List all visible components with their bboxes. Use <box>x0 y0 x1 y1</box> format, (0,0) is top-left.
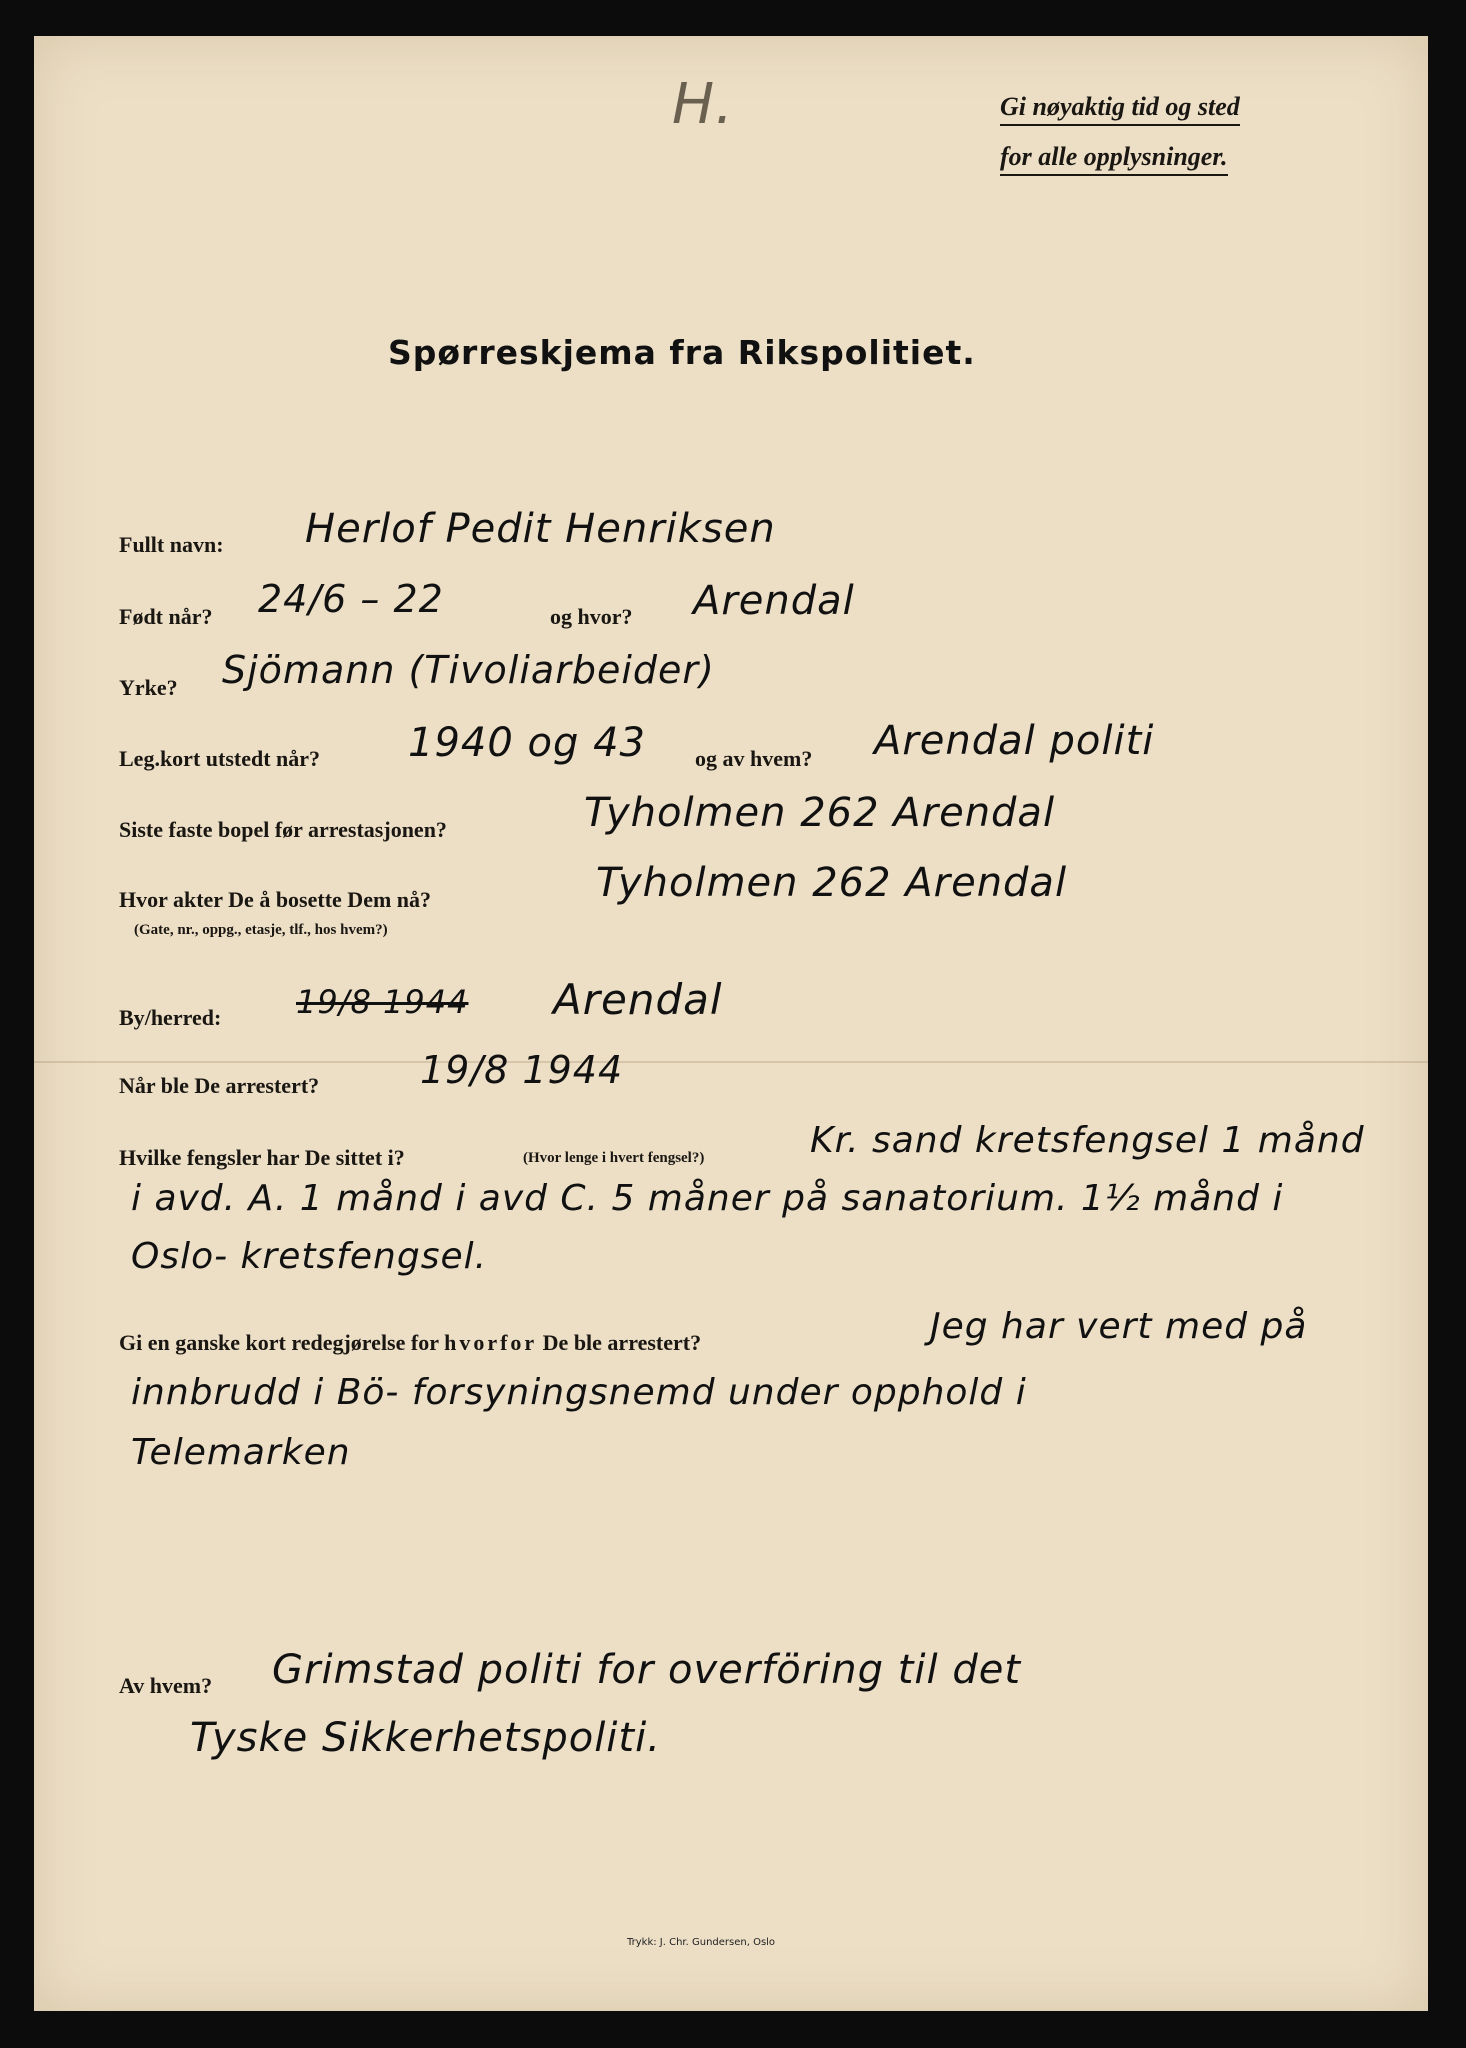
arrested-when-label: Når ble De arrestert? <box>119 1073 320 1098</box>
by-whom-line2: Tyske Sikkerhetspoliti. <box>190 1715 661 1761</box>
born-where-label: og hvor? <box>550 604 633 629</box>
municipality-label-by: By <box>119 1005 145 1030</box>
arrested-when-value: 19/8 1944 <box>420 1048 624 1092</box>
full-name-value: Herlof Pedit Henriksen <box>305 506 776 552</box>
fold-line <box>34 1061 1428 1063</box>
municipality-label <box>119 1005 221 1031</box>
instruction-note-line2: for alle opplysninger. <box>1000 142 1228 176</box>
full-name-label: Fullt navn: <box>119 532 224 557</box>
municipality-label-slash: / <box>144 1005 151 1030</box>
born-when-value: 24/6 – 22 <box>258 577 444 621</box>
id-issued-by-value: Arendal politi <box>874 718 1155 764</box>
id-issued-when-value: 1940 og 43 <box>408 720 646 766</box>
reason-line2: innbrudd i Bö- forsyningsnemd under opphold i <box>131 1372 1027 1413</box>
occupation-label: Yrke? <box>119 675 178 700</box>
born-when-label: Født når? <box>119 604 213 629</box>
occupation-value: Sjömann (Tivoliarbeider) <box>222 648 715 692</box>
prisons-label: Hvilke fengsler har De sittet i? <box>119 1145 405 1170</box>
born-where-value: Arendal <box>693 578 855 624</box>
reason-line3: Telemarken <box>131 1432 351 1473</box>
id-issued-by-label: og av hvem? <box>695 746 813 771</box>
future-residence-label: Hvor akter De å bosette Dem nå? <box>119 887 432 912</box>
printer-footer: Trykk: J. Chr. Gundersen, Oslo <box>627 1937 776 1948</box>
prisons-sublabel: (Hvor lenge i hvert fengsel?) <box>523 1150 705 1166</box>
municipality-value: Arendal <box>553 975 723 1024</box>
corner-handwritten-mark: H. <box>672 72 734 137</box>
last-residence-label: Siste faste bopel før arrestasjonen? <box>119 817 447 842</box>
future-residence-value: Tyholmen 262 Arendal <box>596 860 1068 906</box>
id-issued-when-label: Leg.kort utstedt når? <box>119 746 321 771</box>
last-residence-value: Tyholmen 262 Arendal <box>584 790 1056 836</box>
reason-label-start: Gi en ganske kort redegjørelse for <box>119 1330 439 1355</box>
prisons-line1: Kr. sand kretsfengsel 1 månd <box>810 1120 1365 1161</box>
by-whom-line1: Grimstad politi for overföring til det <box>272 1647 1022 1693</box>
reason-label <box>119 1330 701 1356</box>
prisons-line2: i avd. A. 1 månd i avd C. 5 måner på sanatorium. 1½ månd i <box>131 1178 1284 1219</box>
by-whom-label: Av hvem? <box>119 1673 213 1698</box>
prisons-line3: Oslo- kretsfengsel. <box>131 1236 488 1277</box>
municipality-struck-value: 19/8 1944 <box>296 983 469 1021</box>
future-residence-sublabel: (Gate, nr., oppg., etasje, tlf., hos hvem?) <box>134 922 388 938</box>
reason-label-end: De ble arrestert? <box>542 1330 702 1355</box>
form-title: Spørreskjema fra Rikspolitiet. <box>388 333 976 372</box>
municipality-label-herred: herred: <box>150 1005 222 1030</box>
reason-line1: Jeg har vert med på <box>930 1306 1308 1347</box>
instruction-note-line1: Gi nøyaktig tid og sted <box>1000 92 1240 126</box>
reason-label-emphasis: hvorfor <box>444 1330 538 1355</box>
